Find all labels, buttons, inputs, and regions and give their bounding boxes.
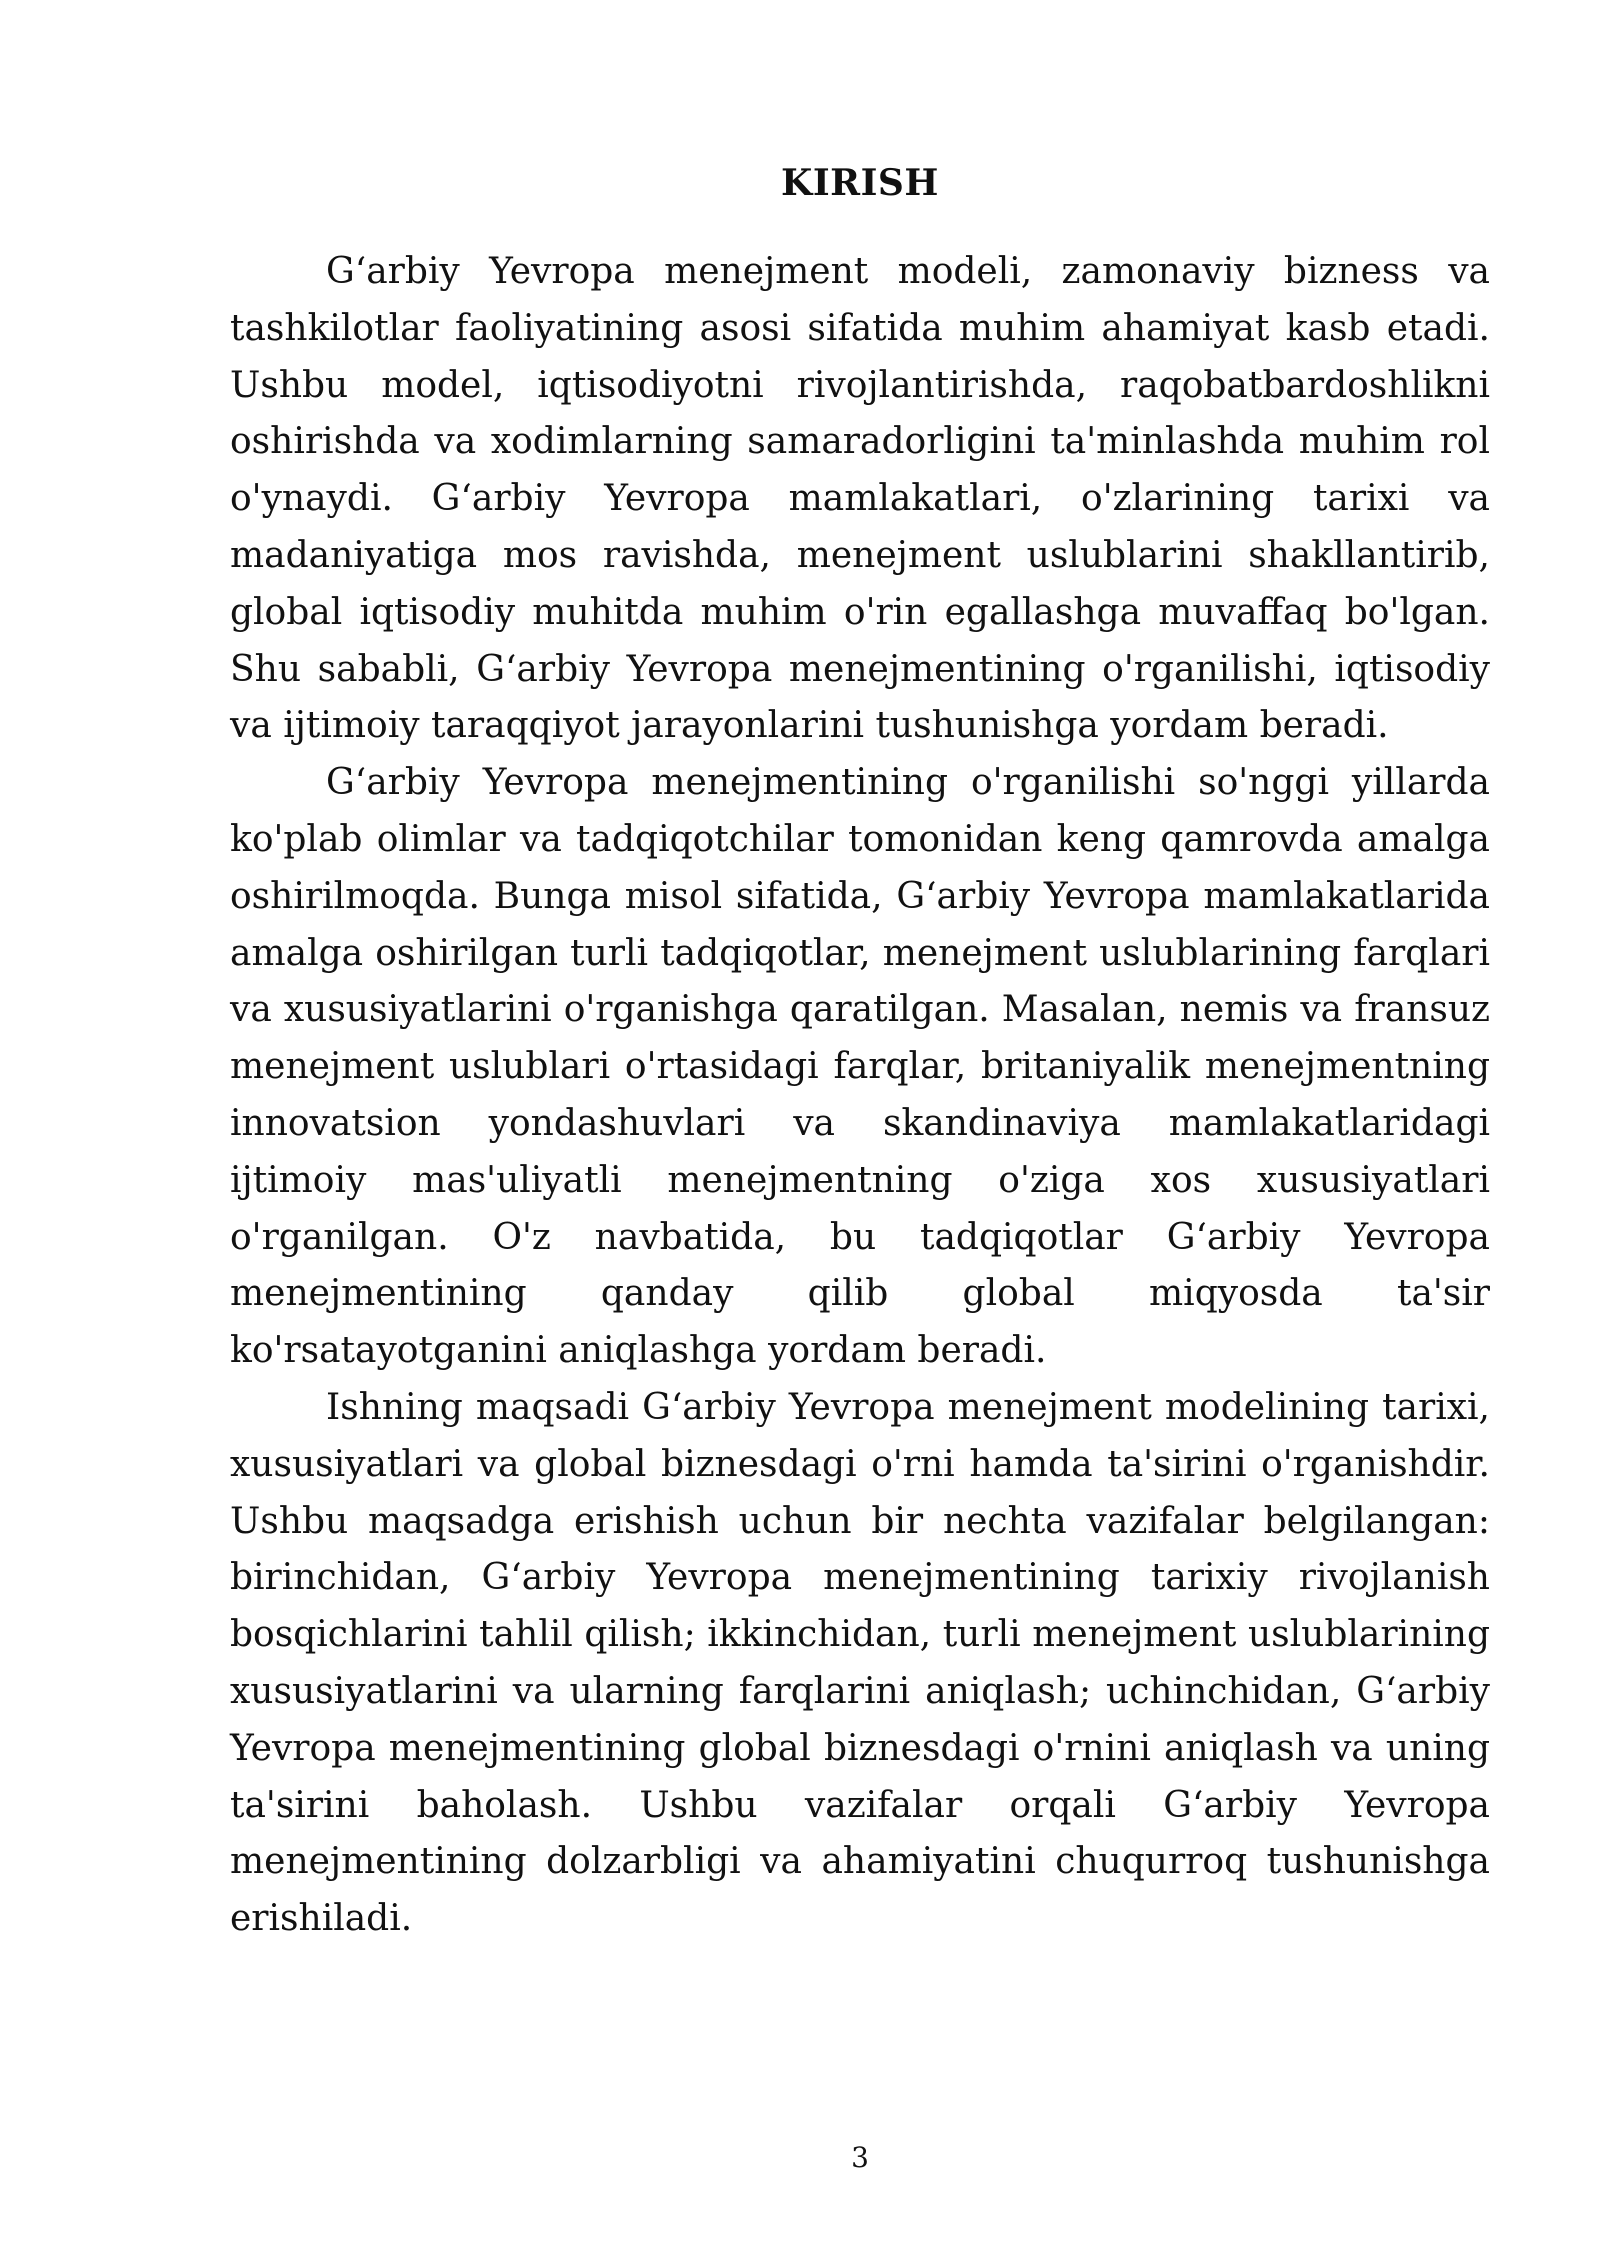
section-title: KIRISH xyxy=(781,162,939,204)
page-number: 3 xyxy=(851,2141,869,2174)
paragraph-3: Ishning maqsadi G‘arbiy Yevropa menejment modelining tarixi, xususiyatlari va global biznesdagi o'rni hamda ta'sirini o'rganishdir. Ushbu maqsadga erishish uchun bir nechta vazifalar belgilangan: birinchidan, G‘arbiy Yevropa menejmentining tarixiy rivojlanish bosqichlarini tahlil qilish; ikkinchidan, turli menejment uslublarining xususiyatlarini va ularning farqlarini aniqlash; uchinchidan, G‘arbiy Yevropa menejmentining global biznesdagi o'rnini aniqlash va uning ta'sirini baholash. Ushbu vazifalar orqali G‘arbiy Yevropa menejmentining dolzarbligi va ahamiyatini chuqurroq tushunishga erishiladi. xyxy=(230,1386,1490,1940)
paragraph-2: G‘arbiy Yevropa menejmentining o'rganilishi so'nggi yillarda ko'plab olimlar va tadqiqotchilar tomonidan keng qamrovda amalga oshirilmoqda. Bunga misol sifatida, G‘arbiy Yevropa mamlakatlarida amalga oshirilgan turli tadqiqotlar, menejment uslublarining farqlari va xususiyatlarini o'rganishga qaratilgan. Masalan, nemis va fransuz menejment uslublari o'rtasidagi farqlar, britaniyalik menejmentning innovatsion yondashuvlari va skandinaviya mamlakatlaridagi ijtimoiy mas'uliyatli menejmentning o'ziga xos xususiyatlari o'rganilgan. O'z navbatida, bu tadqiqotlar G‘arbiy Yevropa menejmentining qanday qilib global miqyosda ta'sir ko'rsatayotganini aniqlashga yordam beradi. xyxy=(230,762,1490,1372)
body-text xyxy=(230,244,1490,1948)
paragraph-1: G‘arbiy Yevropa menejment modeli, zamonaviy bizness va tashkilotlar faoliyatining asosi sifatida muhim ahamiyat kasb etadi. Ushbu model, iqtisodiyotni rivojlantirishda, raqobatbardoshlikni oshirishda va xodimlarning samaradorligini ta'minlashda muhim rol o'ynaydi. G‘arbiy Yevropa mamlakatlari, o'zlarining tarixi va madaniyatiga mos ravishda, menejment uslublarini shakllantirib, global iqtisodiy muhitda muhim o'rin egallashga muvaffaq bo'lgan. Shu sababli, G‘arbiy Yevropa menejmentining o'rganilishi, iqtisodiy va ijtimoiy taraqqiyot jarayonlarini tushunishga yordam beradi. xyxy=(230,251,1490,747)
